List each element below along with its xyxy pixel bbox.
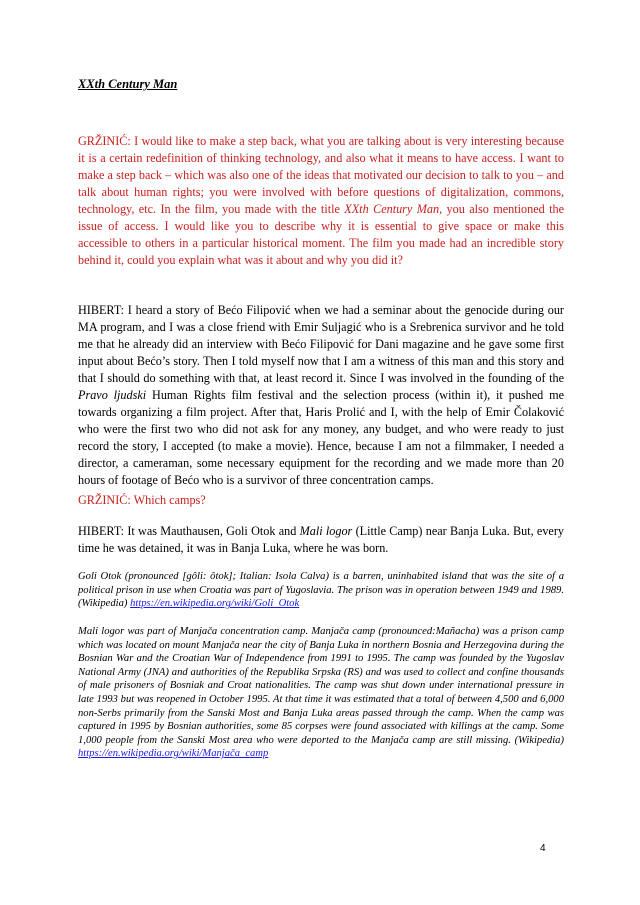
paragraph-text: I would like to make a step back, what you are talking about is very interesting because it is a certain redefinition of thinking technology, and also what it means to have access. I want to make a step back – which was also one of the ideas that motivated our decision to talk to you – and talk about human rights; you were involved with before questions of digitalization, commons, technology, etc. In the film, you made with the title [78,134,564,216]
paragraph-text: Which camps? [130,493,206,507]
goli-otok-link[interactable]: https://en.wikipedia.org/wiki/Goli_Otok [130,598,300,610]
manjaca-camp-link[interactable]: https://en.wikipedia.org/wiki/Manjača_camp [78,748,269,760]
note-goli-otok [78,570,564,611]
festival-name: Pravo ljudski [78,388,147,402]
paragraph-text: It was Mauthausen, Goli Otok and [124,524,300,538]
paragraph-grzinic-question [78,133,564,269]
note-text: Mali logor was part of Manjača concentration camp. Manjača camp (pronounced:Mañacha) was a prison camp which was located on mount Manjača near the city of Banja Luka in northern Bosnia and Herzegovina during the Bosnian War and the Croatian War of Independence from 1991 to 1995. The camp was founded by the Yugoslav National Army (JNA) and authorities of the Republika Srpska (RS) and was used to collect and confine thousands of male prisoners of Bosniak and Croat nationalities. The camp was shut down under international pressure in late 1993 but was reopened in October 1995. At that time it was estimated that a total of between 4,500 and 6,000 non-Serbs primarily from the Sanski Most and Banja Luka areas passed through the camp. When the camp was captured in 1995 by Bosnian authorities, some 85 corpses were found associated with killings at the camp. Some 1,000 people from the Sanski Most area who were deported to the Manjača camp are still missing. (Wikipedia) [78,626,564,746]
speaker-hibert: HIBERT: [78,524,125,538]
paragraph-grzinic-camps [78,492,564,509]
camp-name: Mali logor [299,524,353,538]
paragraph-hibert-camps [78,523,564,557]
note-text: Goli Otok (pronounced [gôli: ôtok]; Italian: Isola Calva) is a barren, uninhabited island that was the site of a political prison in use when Croatia was part of Yugoslavia. The prison was in operation between 1949 and 1989. (Wikipedia) [78,571,564,610]
paragraph-text: you also mentioned the issue of access. I would like you to describe why it is essential to give space or make this accessible to others in a particular historical moment. The film you made had an incredible story behind it, could you explain what was it about and why you did it? [78,202,565,267]
page-number: 4 [540,843,546,854]
speaker-grzinic: GRŽINIĆ: [78,493,131,507]
note-manjaca [78,625,564,761]
paragraph-text: I heard a story of Bećo Filipović when we had a seminar about the genocide during our MA program, and I was a close friend with Emir Suljagić who is a Srebrenica survivor and he told me that he already did an interview with Bećo Filipović for Dani magazine and he gave some first input about Bećo’s story. Then I told myself now that I am a witness of this man and this story and that I should do something with that, at least record it. Since I was involved in the founding of the [78,303,564,385]
paragraph-hibert-answer [78,302,564,489]
paragraph-text: Human Rights film festival and the selection process (within it), it pushed me towards organizing a film project. After that, Haris Prolić and I, with the help of Emir Čolaković who were the first two who did not ask for any money, any budget, and who were ready to just record the story, I accepted (to make a movie). Hence, because I am not a filmmaker, I needed a director, a cameraman, some necessary equipment for the recording and we made more than 20 hours of footage of Bećo who is a survivor of three concentration camps. [78,388,564,487]
section-heading: XXth Century Man [78,77,178,91]
speaker-grzinic: GRŽINIĆ: [78,134,131,148]
speaker-hibert: HIBERT: [78,303,125,317]
paragraph-text: (Little Camp) near Banja Luka. But, every time he was detained, it was in Banja Luka, where he was born. [78,524,564,555]
film-title: XXth Century Man, [344,202,443,216]
